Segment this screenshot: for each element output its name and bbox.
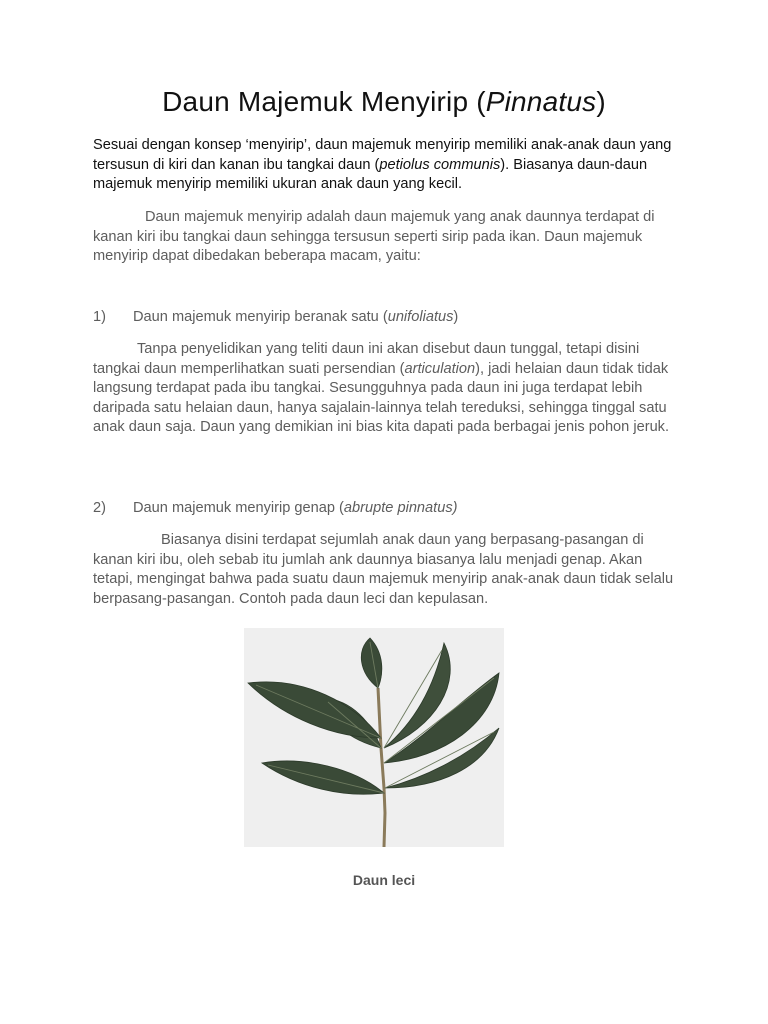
list-item-2-italic: abrupte pinnatus) (343, 500, 458, 516)
list-item-1 (93, 308, 683, 328)
intro-paragraph (93, 136, 683, 195)
intro-italic: petiolus communis (379, 156, 501, 173)
title-main: Daun Majemuk Menyirip ( (162, 86, 486, 117)
paragraph-3 (93, 531, 683, 609)
list-item-1-close: ) (453, 309, 459, 325)
paragraph-2-part1: Tanpa penyelidikan yang teliti daun ini akan disebut daun tunggal, tetapi disini tangkai daun memperlihatkan suati persendian ( (93, 341, 640, 377)
list-item-1-number: 1) (93, 309, 106, 325)
list-item-1-text: Daun majemuk menyirip beranak satu ( (133, 309, 388, 325)
page-title (0, 86, 768, 118)
paragraph-3-text: Biasanya disini terdapat sejumlah anak daun yang berpasang-pasangan di kanan kiri ibu, oleh sebab itu jumlah ank daunnya biasanya lalu menjadi genap. Akan tetapi, mengingat bahwa pada suatu daun majemuk menyirip anak-anak daun tidak selalu berpasang-pasangan. Contoh pada daun leci dan kepulasan. (93, 532, 674, 607)
list-item-1-italic: unifoliatus (387, 309, 454, 325)
list-item-2-text: Daun majemuk menyirip genap ( (133, 500, 344, 516)
lychee-leaf-image (244, 628, 504, 847)
paragraph-2-part2: ), jadi helaian daun tidak tidak langsung terdapat pada ibu tangkai. Sesungguhnya pada daun ini juga terdapat lebih daripada satu helaian daun, hanya sajalain-lainnya telah tereduksi, sehingga tinggal satu anak daun saja. Daun yang demikian ini bias kita dapati pada berbagai jenis pohon jeruk. (93, 360, 670, 436)
list-item-2 (93, 499, 683, 519)
paragraph-1 (93, 208, 683, 267)
leaf-illustration (244, 628, 504, 847)
title-italic: Pinnatus (485, 86, 597, 117)
paragraph-2 (93, 340, 683, 438)
intro-part1: Sesuai dengan konsep ‘menyirip’, daun majemuk menyirip memiliki anak-anak daun yang tersusun di kiri dan kanan ibu tangkai daun ( (93, 137, 672, 173)
paragraph-2-italic: articulation (404, 360, 476, 377)
list-item-2-number: 2) (93, 500, 106, 516)
intro-part2: ). Biasanya daun-daun majemuk menyirip memiliki ukuran anak daun yang kecil. (93, 156, 648, 193)
paragraph-1-text: Daun majemuk menyirip adalah daun majemuk yang anak daunnya terdapat di kanan kiri ibu tangkai daun sehingga tersusun seperti sirip pada ikan. Daun majemuk menyirip dapat dibedakan beberapa macam, yaitu: (93, 209, 655, 265)
title-close: ) (596, 86, 606, 117)
figure-caption: Daun leci (352, 872, 416, 888)
